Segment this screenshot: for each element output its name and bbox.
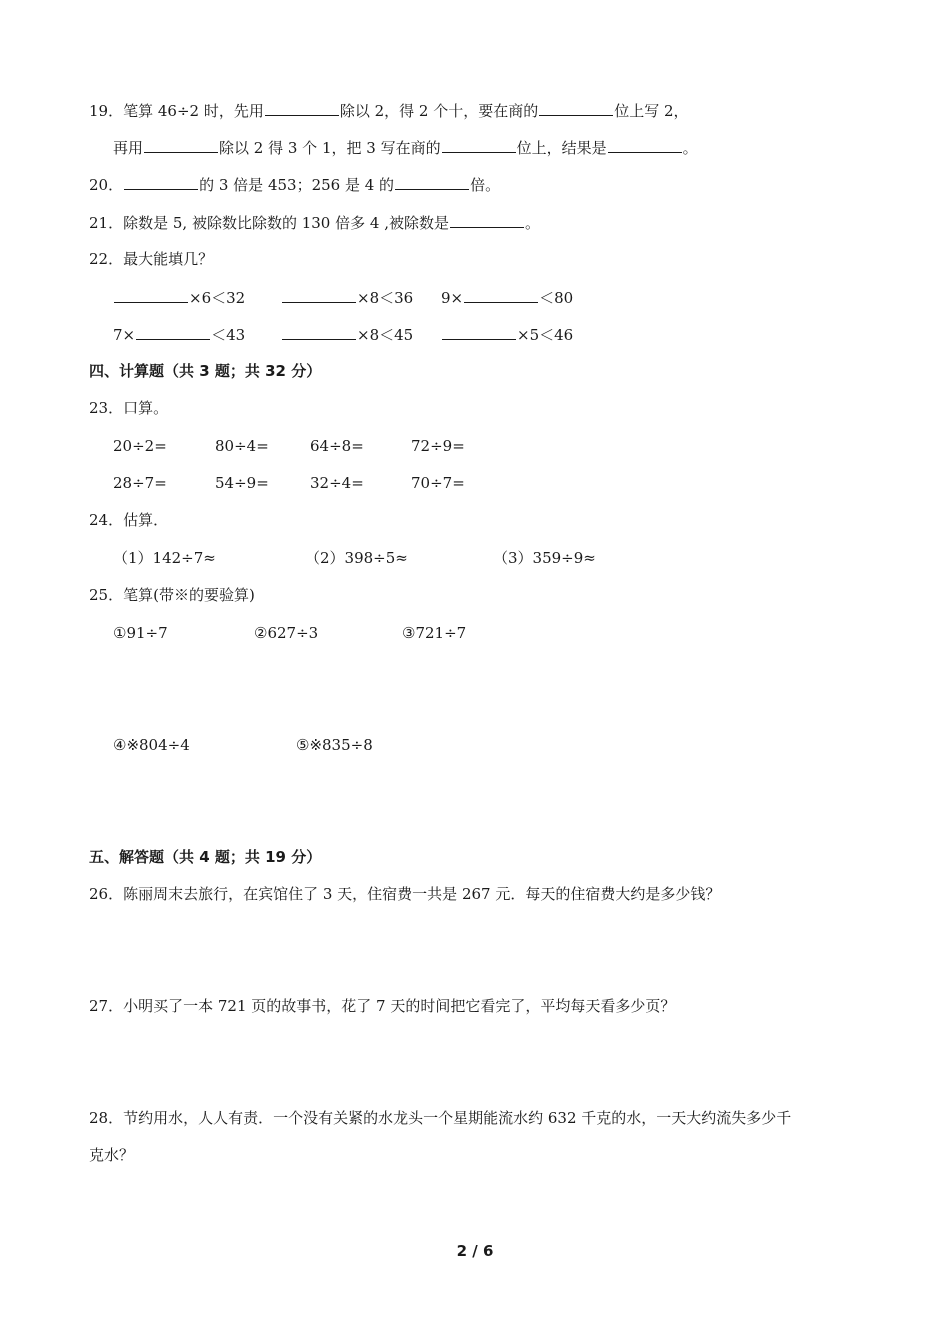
question-text: 估算． <box>123 511 169 529</box>
question-23 <box>89 398 168 418</box>
question-text: 。 <box>682 139 698 157</box>
question-text: 位上写 2， <box>614 102 689 120</box>
question-number: 27． <box>89 997 124 1015</box>
answer-blank[interactable] <box>539 100 613 116</box>
answer-blank[interactable] <box>442 137 516 153</box>
section-heading: 四、计算题（共 3 题；共 32 分） <box>89 362 322 380</box>
inequality-item: ×5＜46 <box>441 324 573 345</box>
question-number: 28． <box>89 1109 124 1127</box>
question-19-line-1 <box>89 100 689 121</box>
question-number: 19． <box>89 102 124 120</box>
answer-blank[interactable] <box>144 137 218 153</box>
mental-math-item: 72÷9= <box>411 437 465 455</box>
question-number: 24． <box>89 511 124 529</box>
written-calc-item: ②627÷3 <box>254 624 319 642</box>
question-text: 最大能填几？ <box>123 250 214 268</box>
question-20 <box>89 174 500 195</box>
written-calc-item: ⑤※835÷8 <box>296 736 373 754</box>
question-28-line-1 <box>89 1108 791 1128</box>
page-number: 2 / 6 <box>456 1242 494 1260</box>
question-19-line-2 <box>113 137 698 158</box>
question-text: 倍。 <box>470 176 501 194</box>
written-calc-item: ③721÷7 <box>402 624 467 642</box>
question-text: 除数是 5, 被除数比除数的 130 倍多 4 ,被除数是 <box>123 214 449 232</box>
question-number: 25． <box>89 586 124 604</box>
question-text: 节约用水，人人有责．一个没有关紧的水龙头一个星期能流水约 632 千克的水，一天大约流失多少千 <box>123 1109 792 1127</box>
estimate-item: （1）142÷7≈ <box>113 549 216 567</box>
inequality-item: 7× ＜43 <box>113 326 246 344</box>
inequality-item: ×8＜36 <box>281 287 413 308</box>
inequality-item: ×8＜45 <box>281 324 413 345</box>
mental-math-item: 28÷7= <box>113 474 167 492</box>
answer-blank[interactable] <box>450 212 524 228</box>
answer-blank[interactable] <box>124 174 198 190</box>
question-text: 位上，结果是 <box>516 139 607 157</box>
question-25 <box>89 585 255 605</box>
question-text: 的 3 倍是 453；256 是 4 的 <box>199 176 395 194</box>
mental-math-item: 32÷4= <box>310 474 364 492</box>
question-text: 。 <box>524 214 540 232</box>
answer-blank[interactable] <box>265 100 339 116</box>
question-24 <box>89 510 168 530</box>
answer-blank[interactable] <box>442 324 516 340</box>
mental-math-item: 64÷8= <box>310 437 364 455</box>
section-heading: 五、解答题（共 4 题；共 19 分） <box>89 848 322 866</box>
question-27 <box>89 996 675 1016</box>
question-number: 22． <box>89 250 124 268</box>
question-number: 23． <box>89 399 124 417</box>
question-26 <box>89 884 720 904</box>
written-calc-item: ④※804÷4 <box>113 736 190 754</box>
question-21 <box>89 212 540 233</box>
answer-blank[interactable] <box>136 324 210 340</box>
question-text: 小明买了一本 721 页的故事书，花了 7 天的时间把它看完了，平均每天看多少页？ <box>123 997 676 1015</box>
written-calc-item: ①91÷7 <box>113 624 168 642</box>
question-text: 除以 2，得 2 个十，要在商的 <box>339 102 539 120</box>
answer-blank[interactable] <box>464 287 538 303</box>
question-number: 20． <box>89 176 124 194</box>
question-number: 21． <box>89 214 124 232</box>
mental-math-item: 70÷7= <box>411 474 465 492</box>
answer-blank[interactable] <box>114 287 188 303</box>
answer-blank[interactable] <box>282 287 356 303</box>
question-28-line-2: 克水？ <box>89 1146 135 1164</box>
answer-blank[interactable] <box>395 174 469 190</box>
mental-math-item: 54÷9= <box>215 474 269 492</box>
question-text: 笔算 46÷2 时，先用 <box>123 102 264 120</box>
question-22 <box>89 249 213 269</box>
mental-math-item: 20÷2= <box>113 437 167 455</box>
question-text: 笔算(带※的要验算) <box>123 586 255 604</box>
answer-blank[interactable] <box>608 137 682 153</box>
question-text: 陈丽周末去旅行，在宾馆住了 3 天，住宿费一共是 267 元．每天的住宿费大约是多少钱？ <box>123 885 721 903</box>
estimate-item: （3）359÷9≈ <box>493 549 596 567</box>
question-text: 再用 <box>113 139 144 157</box>
question-text: 除以 2 得 3 个 1，把 3 写在商的 <box>219 139 441 157</box>
answer-blank[interactable] <box>282 324 356 340</box>
inequality-item: 9× ＜80 <box>441 289 574 307</box>
question-text: 口算。 <box>123 399 169 417</box>
mental-math-item: 80÷4= <box>215 437 269 455</box>
inequality-item: ×6＜32 <box>113 287 245 308</box>
estimate-item: （2）398÷5≈ <box>305 549 408 567</box>
question-number: 26． <box>89 885 124 903</box>
